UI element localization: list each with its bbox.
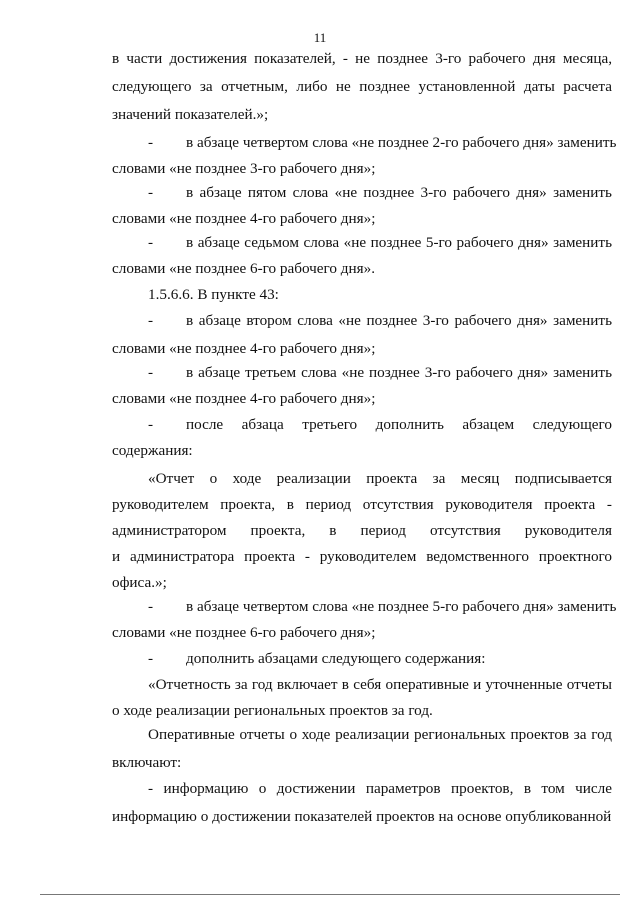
text-line: значений показателей.»; <box>112 106 269 123</box>
text-line: содержания: <box>112 442 193 459</box>
list-dash: - <box>148 598 154 615</box>
text-line: словами «не позднее 4-го рабочего дня»; <box>112 210 376 227</box>
text-line: в абзаце третьем слова «не позднее 3-го рабочего дня» заменить <box>186 364 612 381</box>
text-line: словами «не позднее 4-го рабочего дня»; <box>112 390 376 407</box>
text-line: офиса.»; <box>112 574 167 591</box>
text-line: включают: <box>112 754 182 771</box>
text-line: следующего за отчетным, либо не позднее установленной даты расчета <box>112 78 612 95</box>
list-dash: - <box>148 134 154 151</box>
text-line: в абзаце четвертом слова «не позднее 5-го рабочего дня» заменить <box>186 598 617 615</box>
text-line: руководителем проекта, в период отсутствия руководителя проекта - <box>112 496 612 513</box>
list-dash: - <box>148 650 154 667</box>
text-line: словами «не позднее 6-го рабочего дня». <box>112 260 376 277</box>
list-dash: - <box>148 364 154 381</box>
text-line: словами «не позднее 3-го рабочего дня»; <box>112 160 376 177</box>
list-dash: - <box>148 184 154 201</box>
text-line: информацию о достижении показателей проектов на основе опубликованной <box>112 808 612 825</box>
text-line: в абзаце четвертом слова «не позднее 2-го рабочего дня» заменить <box>186 134 617 151</box>
list-dash: - <box>148 234 154 251</box>
text-line: в части достижения показателей, - не позднее 3-го рабочего дня месяца, <box>112 50 612 67</box>
text-line: в абзаце пятом слова «не позднее 3-го рабочего дня» заменить <box>186 184 612 201</box>
text-line: администратором проекта, в период отсутствия руководителя <box>112 522 612 539</box>
page-number: 11 <box>313 30 327 45</box>
text-line: 1.5.6.6. В пункте 43: <box>148 286 279 303</box>
text-line: дополнить абзацами следующего содержания: <box>186 650 486 667</box>
text-line: после абзаца третьего дополнить абзацем следующего <box>186 416 612 433</box>
text-line: - информацию о достижении параметров проектов, в том числе <box>148 780 612 797</box>
text-line: словами «не позднее 4-го рабочего дня»; <box>112 340 376 357</box>
bottom-rule <box>40 894 620 895</box>
text-line: в абзаце седьмом слова «не позднее 5-го рабочего дня» заменить <box>186 234 612 251</box>
text-line: Оперативные отчеты о ходе реализации региональных проектов за год <box>148 726 612 743</box>
text-line: «Отчетность за год включает в себя оперативные и уточненные отчеты <box>148 676 612 693</box>
text-line: и администратора проекта - руководителем ведомственного проектного <box>112 548 612 565</box>
list-dash: - <box>148 312 154 329</box>
text-line: словами «не позднее 6-го рабочего дня»; <box>112 624 376 641</box>
text-line: о ходе реализации региональных проектов за год. <box>112 702 433 719</box>
list-dash: - <box>148 416 154 433</box>
text-line: в абзаце втором слова «не позднее 3-го рабочего дня» заменить <box>186 312 612 329</box>
text-line: «Отчет о ходе реализации проекта за месяц подписывается <box>148 470 612 487</box>
